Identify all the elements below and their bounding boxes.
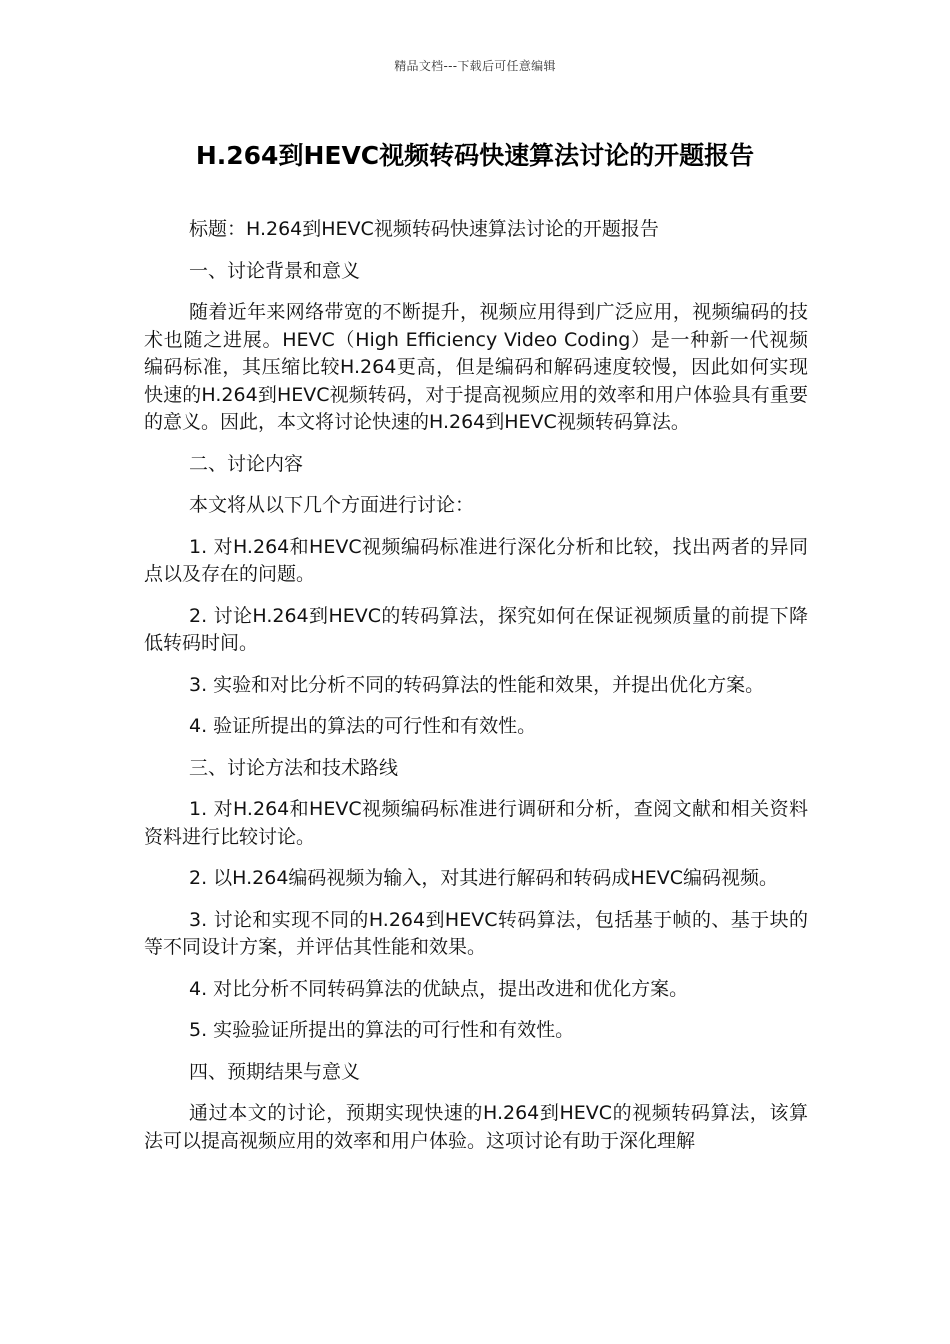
section-heading-background: 一、讨论背景和意义 [189,259,361,282]
subject-line: 标题：H.264到HEVC视频转码快速算法讨论的开题报告 [189,218,659,240]
method-item-5: 5. 实验验证所提出的算法的可行性和有效性。 [189,1019,575,1041]
expected-paragraph: 通过本文的讨论，预期实现快速的H.264到HEVC的视频转码算法，该算法可以提高视频应用的效率和用户体验。这项讨论有助于深化理解 [144,1102,808,1152]
method-item-4: 4. 对比分析不同转码算法的优缺点，提出改进和优化方案。 [189,977,689,1000]
background-paragraph: 随着近年来网络带宽的不断提升，视频应用得到广泛应用，视频编码的技术也随之进展。HEVC（High Efficiency Video Coding）是一种新一代视频编码标准，其压缩比较H.264更高，但是编码和解码速度较慢，因此如何实现快速的H.264到HEVC视频转码，对于提高视频应用的效率和用户体验具有重要的意义。因此，本文将讨论快速的H.264到HEVC视频转码算法。 [144,301,808,433]
method-item-3: 3. 讨论和实现不同的H.264到HEVC转码算法，包括基于帧的、基于块的等不同设计方案，并评估其性能和效果。 [144,908,808,958]
header-note: 精品文档---下载后可任意编辑 [394,59,556,73]
method-item-2: 2. 以H.264编码视频为输入，对其进行解码和转码成HEVC编码视频。 [189,867,778,889]
content-item-1: 1. 对H.264和HEVC视频编码标准进行深化分析和比较，找出两者的异同点以及存在的问题。 [144,535,808,585]
document-body [144,216,808,1169]
content-item-2: 2. 讨论H.264到HEVC的转码算法，探究如何在保证视频质量的前提下降低转码时间。 [144,604,808,654]
document-title: H.264到HEVC视频转码快速算法讨论的开题报告 [195,141,755,170]
content-intro: 本文将从以下几个方面进行讨论： [189,494,475,516]
content-item-3: 3. 实验和对比分析不同的转码算法的性能和效果，并提出优化方案。 [189,673,765,696]
method-item-1: 1. 对H.264和HEVC视频编码标准进行调研和分析，查阅文献和相关资料资料进行比较讨论。 [144,798,808,848]
section-heading-content: 二、讨论内容 [189,452,304,475]
section-heading-expected: 四、预期结果与意义 [189,1060,361,1083]
content-item-4: 4. 验证所提出的算法的可行性和有效性。 [189,715,537,737]
section-heading-methods: 三、讨论方法和技术路线 [189,756,399,779]
